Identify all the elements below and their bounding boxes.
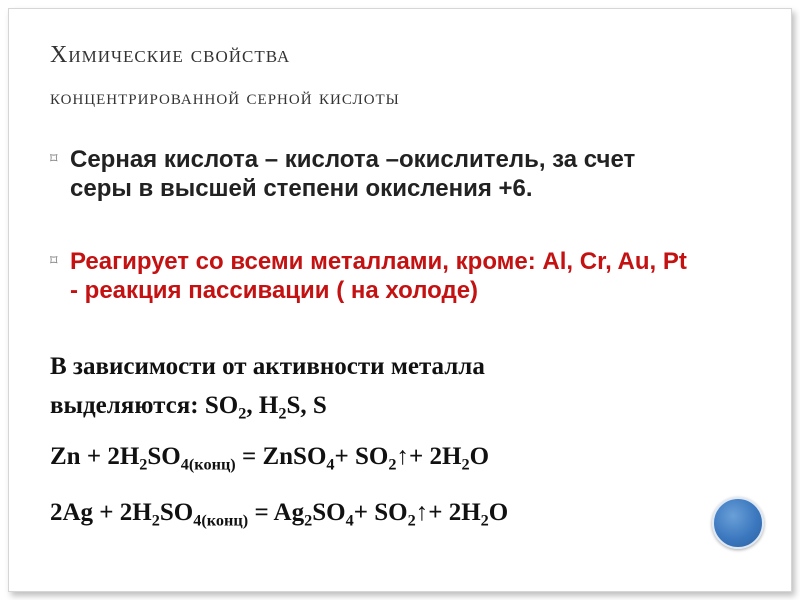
bullet-oxidizer	[50, 145, 700, 203]
text-run: SO	[204, 392, 239, 419]
paragraph-line-2	[50, 390, 730, 421]
text-run: SO	[159, 499, 194, 526]
subscript: 4	[345, 511, 354, 530]
text-run: H	[258, 392, 279, 419]
bullet-text: Реагирует со всеми металлами, кроме: Al, Cr, Au, Pt - реакция пассивации ( на холоде)	[70, 248, 687, 304]
subscript: 2	[139, 455, 148, 474]
text-run: 2Ag + 2H	[50, 499, 152, 526]
text-run: O	[469, 443, 490, 470]
text-run: SO	[147, 443, 181, 470]
subscript: 2	[278, 404, 287, 423]
equation-silver	[50, 497, 730, 528]
slide-title-line-2: концентрированной серной кислоты	[50, 84, 400, 109]
text-run: + SO	[334, 443, 389, 470]
text-run: ,	[246, 392, 259, 419]
bullet-marker-icon: ⌑	[50, 253, 58, 269]
text-run: = Ag	[248, 499, 305, 526]
subscript: 4(конц)	[193, 511, 249, 530]
subscript: 4(конц)	[180, 455, 236, 474]
equation-zinc	[50, 441, 730, 472]
text-run: ↑+ 2H	[415, 499, 481, 526]
decorative-circle-icon	[712, 497, 764, 549]
bullet-marker-icon: ⌑	[50, 151, 58, 167]
subscript: 2	[304, 511, 313, 530]
text-run: = ZnSO	[235, 443, 327, 470]
subscript: 2	[407, 511, 416, 530]
text-run: S, S	[286, 392, 327, 419]
bullet-passivation	[50, 247, 700, 305]
text-run: Zn + 2H	[50, 443, 140, 470]
text-run: ↑+ 2H	[396, 443, 462, 470]
bullet-text: Серная кислота – кислота –окислитель, за счет серы в высшей степени окисления +6.	[70, 146, 636, 202]
text-run: SO	[312, 499, 346, 526]
text-run: O	[488, 499, 509, 526]
subscript: 4	[326, 455, 335, 474]
subscript: 2	[388, 455, 397, 474]
slide-title-line-1: Химические свойства	[50, 42, 291, 68]
subscript: 2	[480, 511, 489, 530]
subscript: 2	[151, 511, 160, 530]
paragraph-line-1: В зависимости от активности металла	[50, 353, 485, 380]
text-run: выделяются:	[50, 392, 205, 419]
text-run: + SO	[353, 499, 408, 526]
subscript: 2	[238, 404, 247, 423]
subscript: 2	[461, 455, 470, 474]
